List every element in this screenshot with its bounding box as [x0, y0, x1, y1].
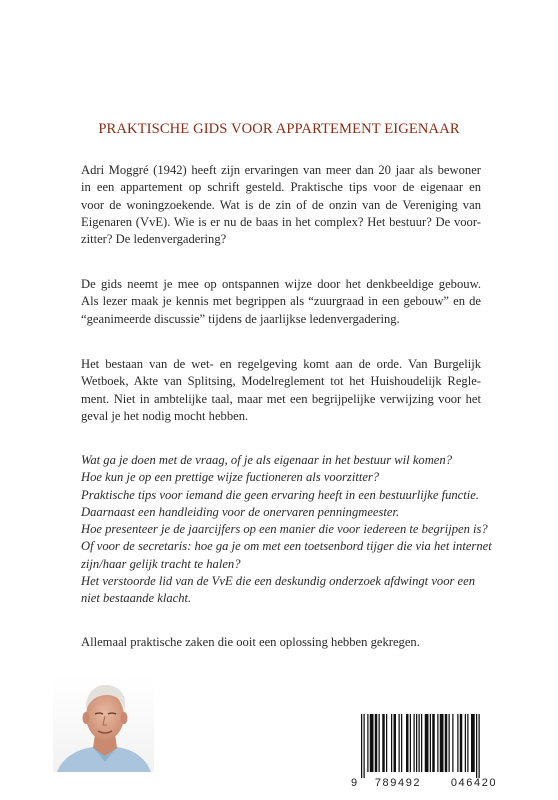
barcode-first-digit: 9: [351, 777, 358, 789]
question-line: Daarnaast een handleiding voor de onervaren penningmeester.: [81, 504, 400, 519]
text-line: Wetboek, Akte van Splitsing, Modelreglement tot het Huishoudelijk Regle-: [81, 374, 481, 389]
text-line: voor de woningzoekende. Wat is de zin of de onzin van de Vereniging van: [81, 197, 481, 212]
text-line: Eigenaren (VvE). Wie is er nu de baas in het complex? Het bestuur? De voor-: [81, 214, 481, 229]
barcode-bar: [432, 714, 435, 772]
barcode-bar: [465, 714, 466, 772]
isbn-barcode: [349, 710, 525, 790]
questions-paragraph: [81, 452, 492, 608]
barcode-bar: [414, 714, 415, 772]
barcode-bar: [452, 714, 453, 772]
barcode-bar: [370, 714, 374, 772]
barcode-bar: [379, 714, 380, 772]
barcode-bar: [386, 714, 387, 772]
question-line: Hoe kun je op een prettige wijze fuctioneren als voorzitter?: [81, 470, 380, 485]
barcode-bar: [406, 714, 409, 772]
text-line: zitter? De ledenvergadering?: [81, 232, 227, 247]
text-line: Het bestaan van de wet- en regelgeving komt aan de orde. Van Burgelijk: [81, 357, 481, 371]
author-photo: [53, 676, 154, 772]
barcode-bar: [460, 714, 463, 772]
barcode-bar: [467, 714, 468, 772]
barcode-bar: [479, 714, 480, 778]
text-line: Als lezer maak je kennis met begrippen als “zuurgraad in een gebouw” en de: [81, 294, 481, 309]
barcode-bar: [382, 714, 385, 772]
barcode-bar: [401, 714, 402, 772]
text-line: “geanimeerde discussie” tijdens de jaarlijkse ledenvergadering.: [81, 311, 400, 326]
barcode-bar: [445, 714, 448, 772]
barcode-bar: [476, 714, 477, 778]
barcode-right-digits: 046420: [450, 777, 498, 789]
question-line: zijn/haar gelijk tracht te halen?: [81, 556, 241, 571]
barcode-bar: [367, 714, 368, 772]
closing-sentence: Allemaal praktische zaken die ooit een oplossing hebben gekregen.: [81, 635, 420, 649]
book-title: PRAKTISCHE GIDS VOOR APPARTEMENT EIGENAAR: [98, 121, 460, 137]
guide-paragraph: [81, 276, 481, 328]
question-line: Wat ga je doen met de vraag, of je als eigenaar in het bestuur wil komen?: [81, 453, 452, 467]
barcode-bar: [430, 714, 431, 772]
barcode-left-digits: 789492: [374, 777, 422, 789]
barcode-bar: [416, 714, 417, 772]
barcode-bar: [391, 714, 392, 772]
regulation-paragraph: [81, 356, 481, 425]
barcode-bar: [375, 714, 378, 772]
text-line: geval je het nodig mocht hebben.: [81, 408, 249, 423]
question-line: Praktische tips voor iemand die geen ervaring heeft in een bestuurlijke functie.: [81, 487, 479, 502]
barcode-bar: [410, 714, 411, 772]
question-line: Of voor de secretaris: hoe ga je om met een toetsenbord tijger die via het internet: [81, 539, 492, 554]
question-line: Hoe presenteer je de jaarcijfers op een manier die voor iedereen te begrijpen is?: [81, 522, 488, 537]
barcode-bar: [421, 714, 422, 772]
barcode-bar: [425, 714, 429, 772]
text-line: in een appartement op schrift gesteld. Praktische tips voor de eigenaar en: [81, 180, 481, 195]
text-line: ment. Niet in ambtelijke taal, maar met een begrijpelijke verwijzing voor het: [81, 391, 481, 406]
text-line: De gids neemt je mee op ontspannen wijze door het denkbeeldige gebouw.: [81, 277, 481, 291]
intro-paragraph: [81, 162, 481, 248]
barcode-bar: [364, 714, 365, 778]
barcode-bar: [440, 714, 444, 772]
question-line: Het verstoorde lid van de VvE die een deskundig onderzoek afdwingt voor een: [81, 574, 476, 589]
barcode-bar: [449, 714, 450, 772]
question-line: niet bestaande klacht.: [81, 591, 192, 606]
barcode-bar: [419, 714, 420, 772]
barcode-bar: [394, 714, 397, 772]
text-line: Adri Moggré (1942) heeft zijn ervaringen van meer dan 20 jaar als bewoner: [81, 163, 481, 177]
barcode-bar: [399, 714, 400, 772]
barcode-bar: [361, 714, 362, 778]
barcode-bar: [471, 714, 475, 772]
barcode-bar: [457, 714, 458, 772]
barcode-bar: [437, 714, 438, 772]
